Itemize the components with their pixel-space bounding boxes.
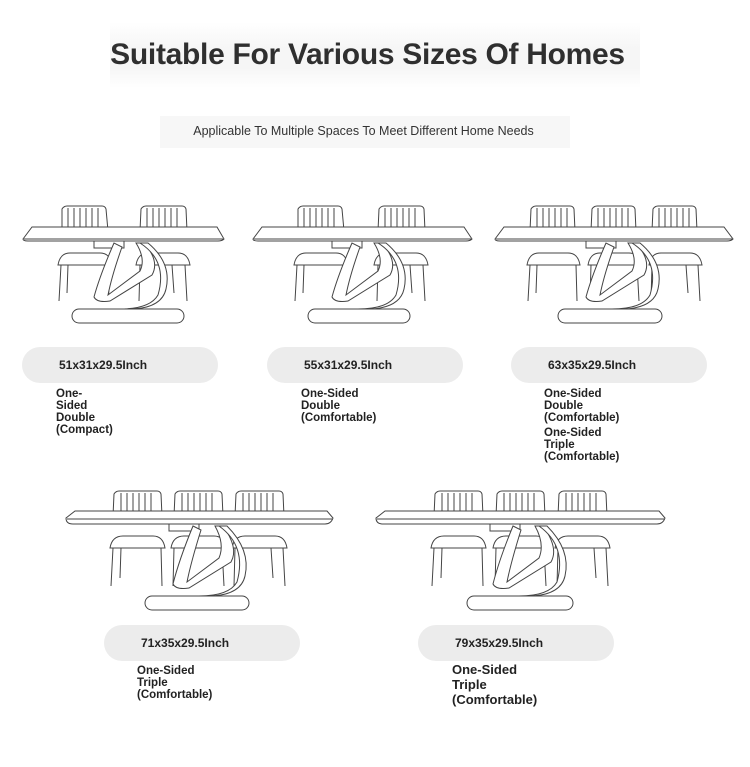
size-pill	[104, 625, 300, 661]
table-pedestal	[94, 243, 155, 302]
table-base	[72, 309, 184, 323]
seating-type: One-Sided Triple	[452, 662, 518, 692]
seating-description	[56, 388, 113, 436]
size-label: 51x31x29.5Inch	[59, 358, 148, 372]
table-pedestal	[586, 243, 647, 302]
table-pedestal	[332, 243, 393, 302]
page-title: Suitable For Various Sizes Of Homes	[110, 38, 625, 71]
size-label: 79x35x29.5Inch	[455, 636, 544, 650]
tabletop	[376, 511, 665, 524]
chair-seat-left	[431, 536, 486, 586]
tabletop	[66, 511, 333, 524]
table-pedestal	[493, 526, 554, 589]
size-pill	[22, 347, 218, 383]
size-label: 71x35x29.5Inch	[141, 636, 230, 650]
size-pill	[511, 347, 707, 383]
table-base	[145, 596, 249, 610]
chair-seat-left	[110, 536, 165, 586]
seating-description	[301, 388, 376, 424]
seating-comfort: (Comfortable)	[544, 412, 620, 424]
table-base	[308, 309, 410, 323]
page-subtitle: Applicable To Multiple Spaces To Meet Different Home Needs	[193, 124, 534, 138]
seating-type: One-Sided Triple	[137, 665, 195, 689]
table-with-three-chairs-illustration	[375, 490, 667, 612]
table-with-three-chairs-illustration	[65, 490, 335, 612]
seating-description	[452, 662, 537, 707]
table-with-two-chairs-illustration	[22, 205, 227, 325]
seating-comfort: (Comfortable)	[137, 689, 213, 701]
seating-type: One-Sided Double	[301, 388, 359, 412]
seating-type: One-Sided Double	[56, 388, 95, 424]
seating-description	[544, 388, 619, 463]
table-base	[558, 309, 662, 323]
chair-seat-left	[527, 253, 580, 301]
size-pill	[267, 347, 463, 383]
seating-comfort-alt: (Comfortable)	[544, 451, 620, 463]
seating-comfort: (Comfortable)	[301, 412, 377, 424]
size-pill	[418, 625, 614, 661]
table-pedestal	[173, 526, 234, 589]
seating-comfort: (Compact)	[56, 424, 113, 436]
table-with-three-chairs-illustration	[494, 205, 734, 325]
seating-type: One-Sided Double	[544, 388, 602, 412]
size-label: 63x35x29.5Inch	[548, 358, 637, 372]
size-label: 55x31x29.5Inch	[304, 358, 393, 372]
seating-comfort: (Comfortable)	[452, 692, 538, 707]
seating-description	[137, 665, 212, 701]
seating-type-alt: One-Sided Triple	[544, 427, 602, 451]
table-with-two-chairs-illustration	[252, 205, 474, 325]
table-base	[467, 596, 573, 610]
